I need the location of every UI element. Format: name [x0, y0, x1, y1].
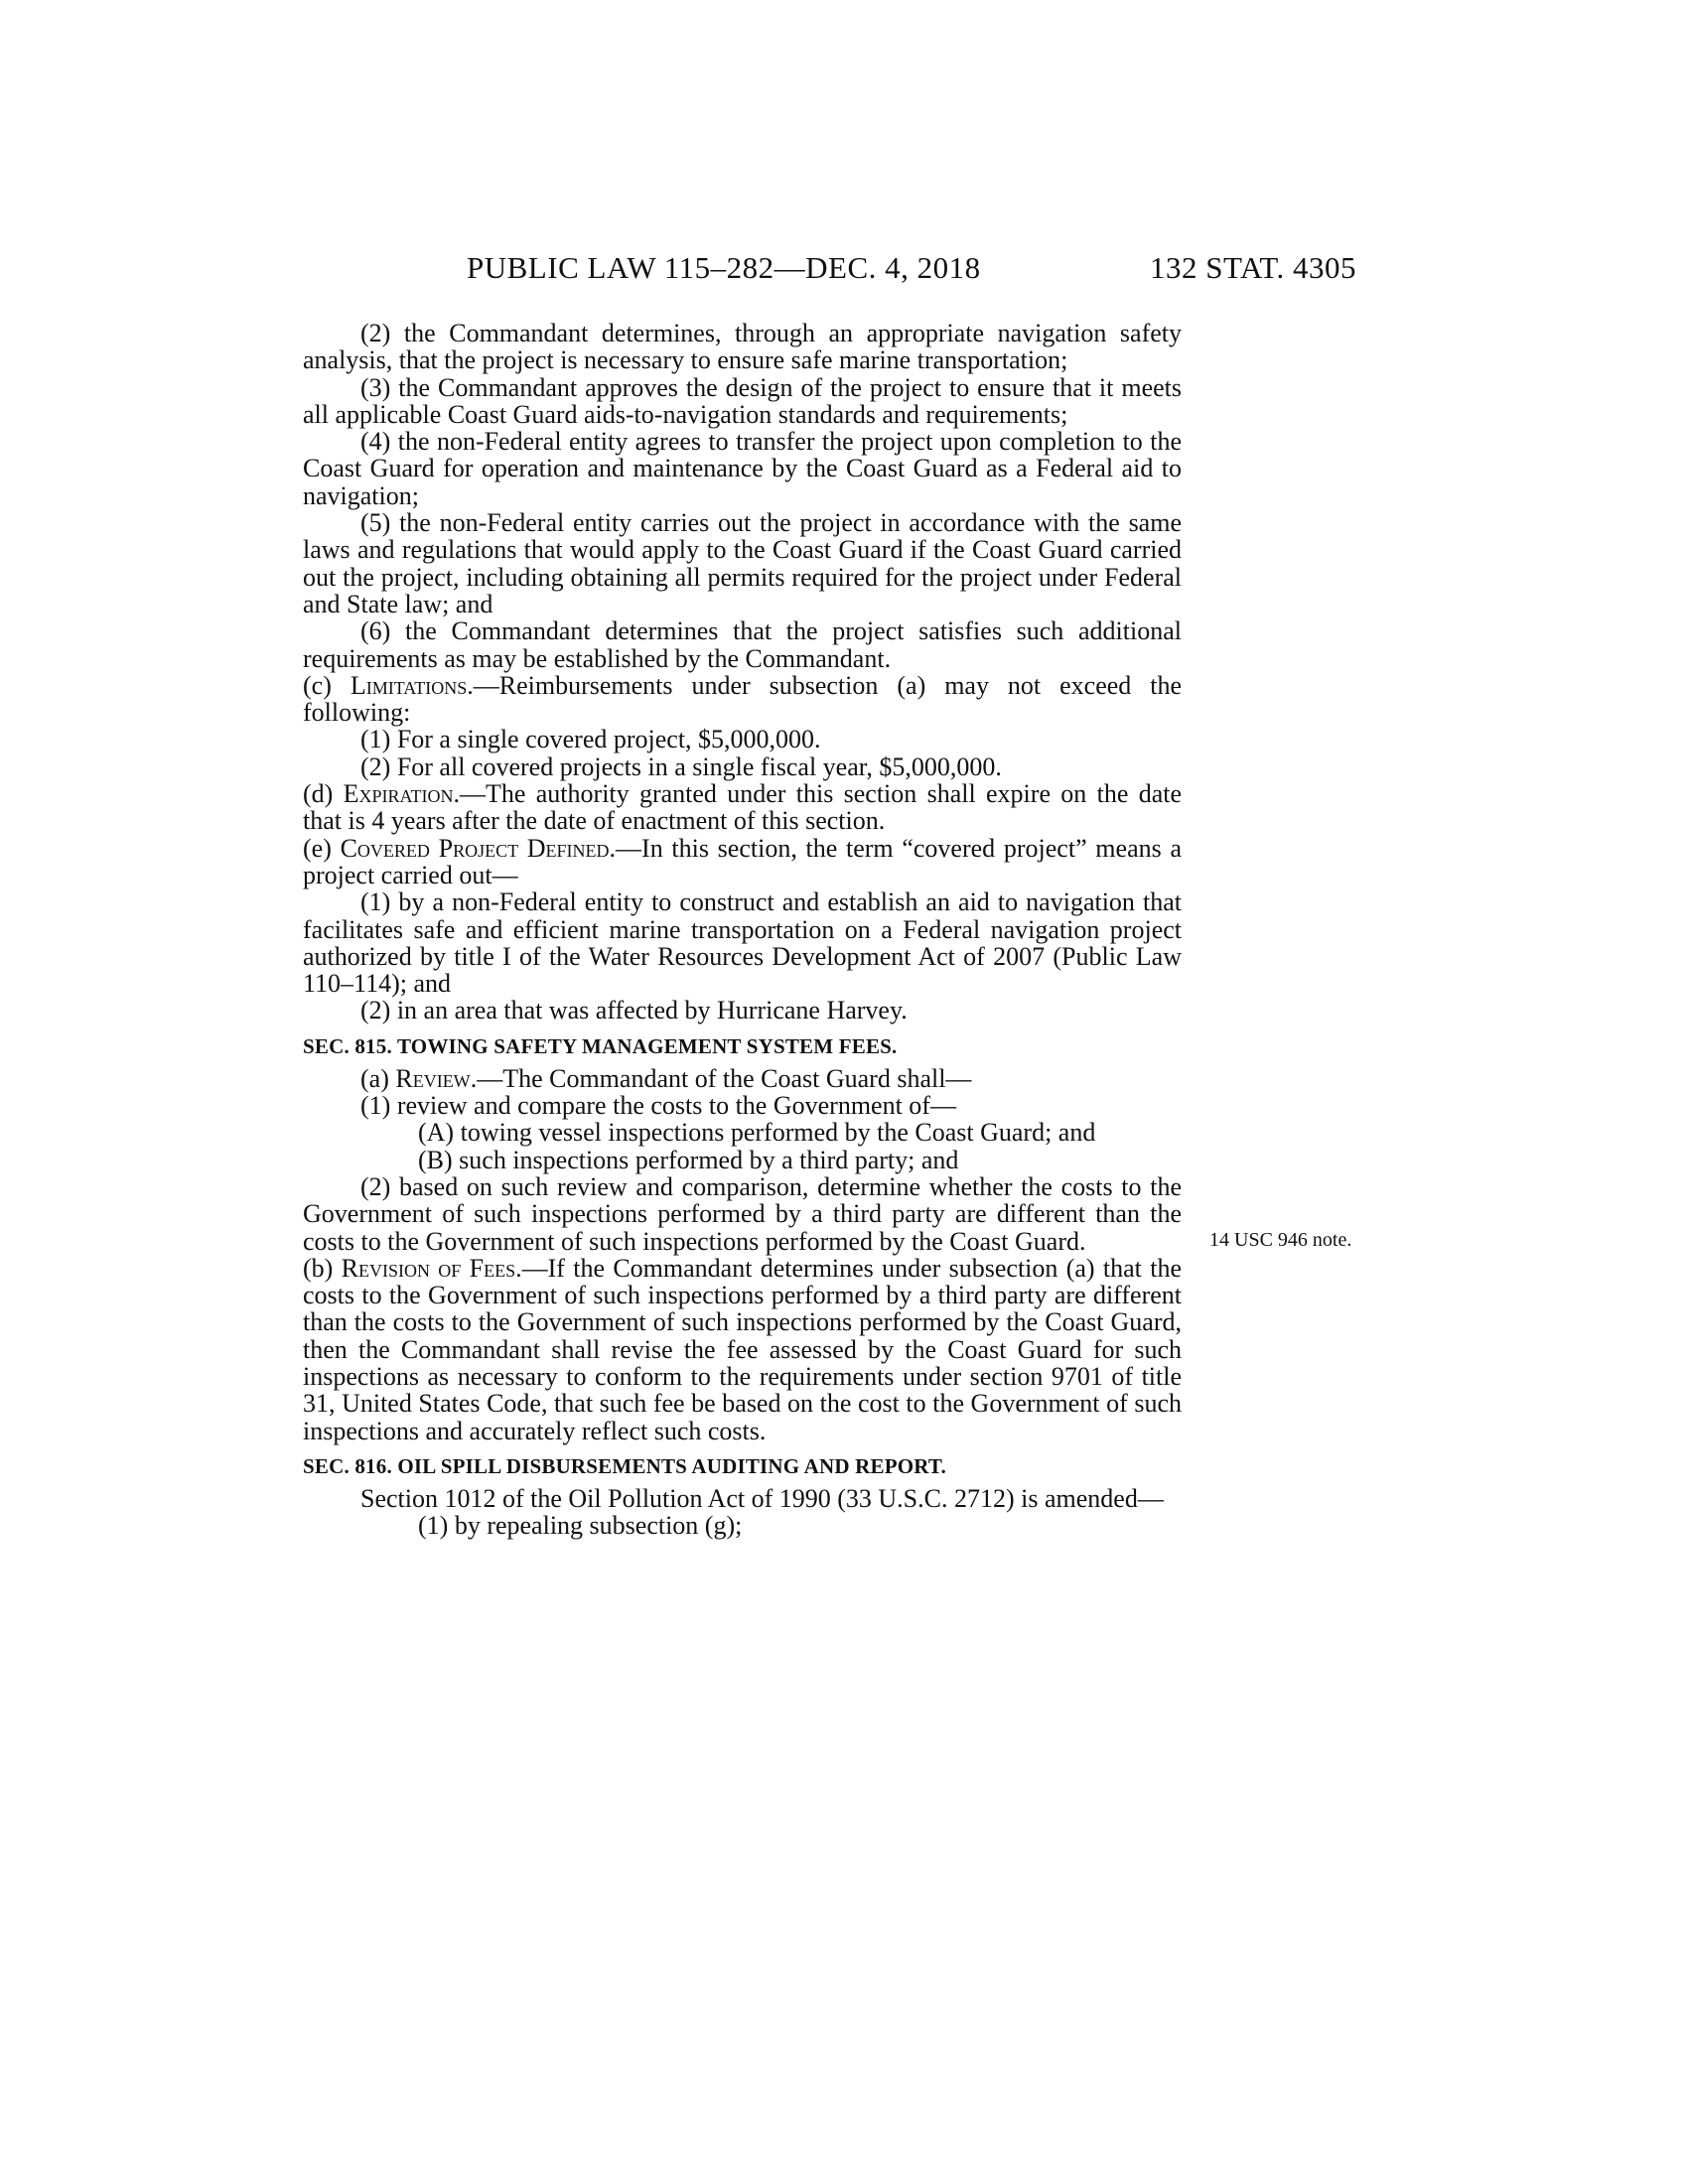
section-816-heading: SEC. 816. OIL SPILL DISBURSEMENTS AUDITING AND REPORT.: [303, 1453, 946, 1478]
paragraph-c1: (1) For a single covered project, $5,000,000.: [360, 725, 821, 754]
subsection-e-label: (e): [303, 833, 341, 863]
subsection-b: [303, 1255, 1182, 1444]
subsection-b-text: .—If the Commandant determines under subsection (a) that the costs to the Government of such inspections performed by a third party are different than the costs to the Government of such inspections performed by the Coast Guard, then the Commandant shall revise the fee assessed by the Coast Guard for such inspections as necessary to conform to the requirements under section 9701 of title 31, United States Code, that such fee be based on the cost to the Government of such inspections and accurately reflect such costs.: [303, 1253, 1182, 1445]
subsection-b-heading: Revision of Fees: [341, 1253, 516, 1283]
paragraph-a2: (2) based on such review and comparison, determine whether the costs to the Government of such inspections performed by a third party are different than the costs to the Government of such inspections performed by the Coast Guard.: [303, 1171, 1182, 1256]
subsection-d-label: (d): [303, 779, 344, 809]
running-header: [0, 250, 1688, 290]
subsection-d: [303, 780, 1182, 835]
paragraph-b5: (5) the non-Federal entity carries out the project in accordance with the same laws and regulations that would apply to the Coast Guard if the Coast Guard carried out the project, including obtaining all permits required for the project under Federal and State law; and: [303, 508, 1182, 618]
subsection-d-heading: Expiration: [343, 779, 454, 809]
subsection-c: [303, 672, 1182, 727]
paragraph-e2: (2) in an area that was affected by Hurricane Harvey.: [360, 996, 908, 1025]
subsection-a-heading: Review: [395, 1063, 471, 1093]
subsection-a-label: (a): [360, 1063, 396, 1093]
subsection-e: [303, 835, 1182, 889]
paragraph-a1: (1) review and compare the costs to the Government of—: [360, 1091, 956, 1121]
subsection-e-text: .—In this section, the term “covered project” means a project carried out—: [303, 833, 1182, 889]
paragraph-b2: (2) the Commandant determines, through an appropriate navigation safety analysis, that the project is necessary to ensure safe marine transportation;: [303, 319, 1182, 375]
paragraph-aB: (B) such inspections performed by a third party; and: [418, 1145, 959, 1174]
section-815-heading: SEC. 815. TOWING SAFETY MANAGEMENT SYSTEM FEES.: [303, 1033, 898, 1058]
paragraph-e1: (1) by a non-Federal entity to construct and establish an aid to navigation that facilitates safe and efficient marine transportation on a Federal navigation project authorized by title I of the Water Resources Development Act of 2007 (Public Law 110–114); and: [303, 887, 1182, 999]
header-title: PUBLIC LAW 115–282—DEC. 4, 2018: [467, 250, 981, 285]
header-stat-page: 132 STAT. 4305: [1150, 250, 1357, 285]
subsection-a-text: .—The Commandant of the Coast Guard shall—: [470, 1063, 972, 1093]
margin-note: 14 USC 946 note.: [1209, 1229, 1352, 1251]
paragraph-c2: (2) For all covered projects in a single fiscal year, $5,000,000.: [360, 751, 1002, 781]
subsection-b-label: (b): [303, 1253, 342, 1283]
document-body: [303, 320, 1182, 1539]
subsection-d-text: .—The authority granted under this section shall expire on the date that is 4 years after the date of enactment of this section.: [303, 779, 1182, 836]
paragraph-aA: (A) towing vessel inspections performed by the Coast Guard; and: [418, 1118, 1096, 1148]
subsection-c-heading: Limitations: [350, 670, 468, 700]
subsection-c-label: (c): [303, 670, 351, 700]
subsection-e-heading: Covered Project Defined: [340, 833, 610, 863]
subsection-a: [303, 1065, 1182, 1092]
paragraph-b4: (4) the non-Federal entity agrees to transfer the project upon completion to the Coast Guard for operation and maintenance by the Coast Guard as a Federal aid to navigation;: [303, 427, 1182, 510]
paragraph-b6: (6) the Commandant determines that the project satisfies such additional requirements as may be established by the Commandant.: [303, 616, 1182, 673]
paragraph-816-1: (1) by repealing subsection (g);: [418, 1511, 743, 1541]
subsection-c-text: .—Reimbursements under subsection (a) may not exceed the following:: [303, 670, 1182, 728]
paragraph-b3: (3) the Commandant approves the design of the project to ensure that it meets all applicable Coast Guard aids-to-navigation standards and requirements;: [303, 372, 1182, 429]
section-816-intro: Section 1012 of the Oil Pollution Act of 1990 (33 U.S.C. 2712) is amended—: [360, 1483, 1164, 1513]
